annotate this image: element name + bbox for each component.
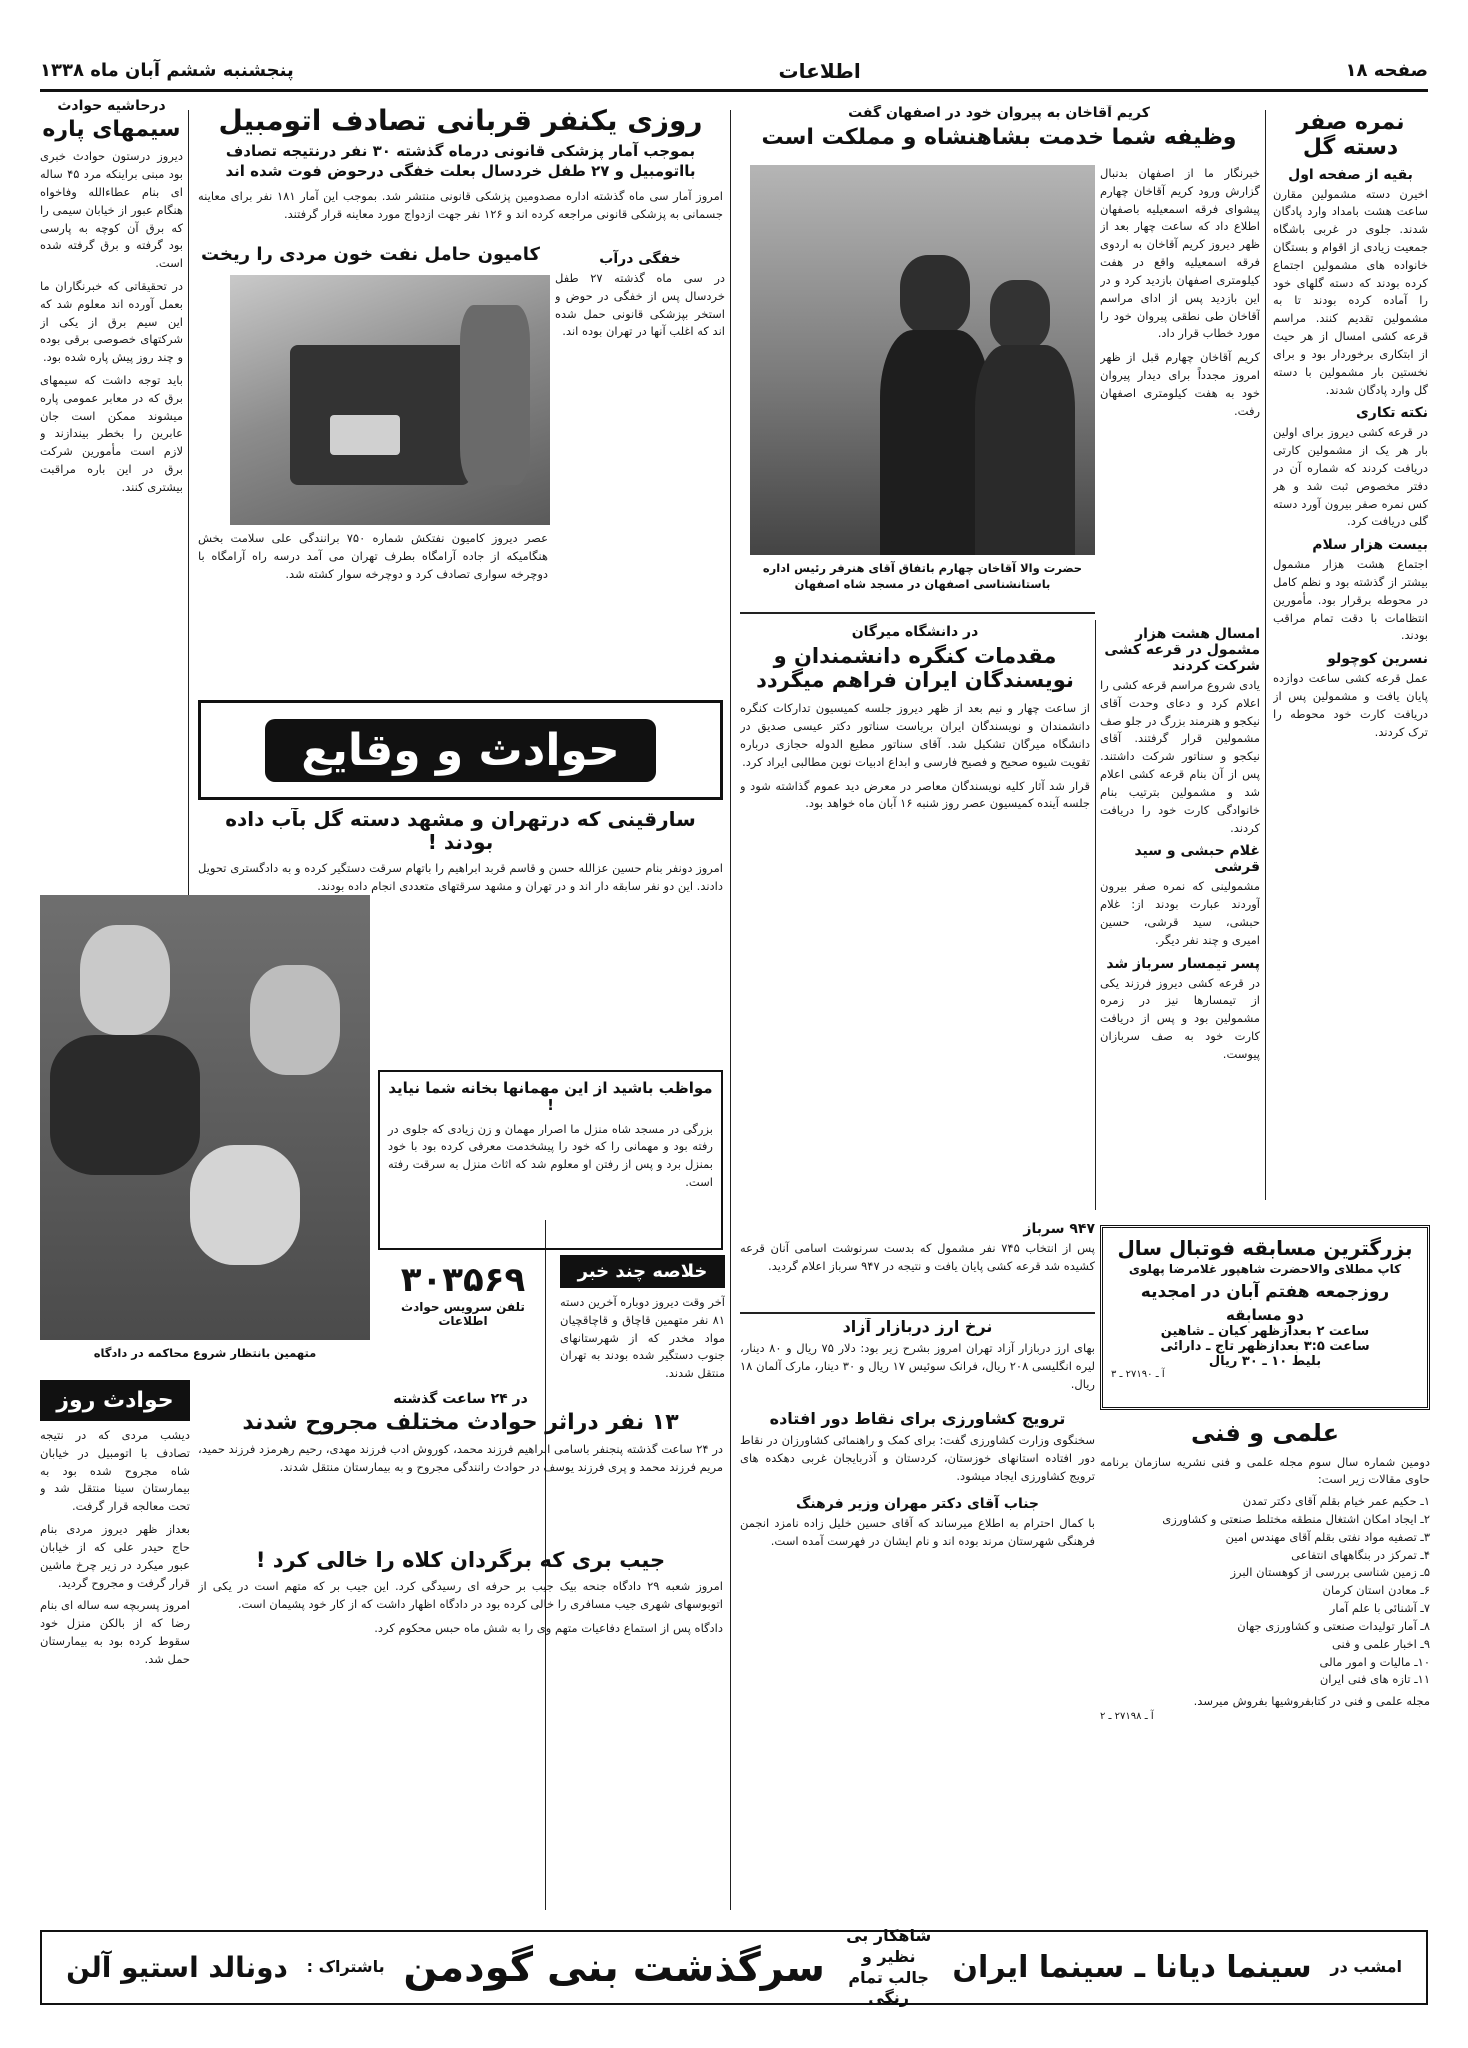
- article-body: کریم آقاخان چهارم قبل از ظهر امروز مجدداً برای دیدار پیروان خود به هفت کیلومتری اصفهان رفت.: [1100, 350, 1260, 418]
- ad-price: بلیط ۱۰ ـ ۳۰ ریال: [1208, 1354, 1322, 1369]
- article-body: در قرعه کشی دیروز برای اولین بار هر یک از مشمولین کارتی دریافت کردند که شماره آن در دفتر مخصوص ثبت شد و هر کس نمره صفر بیرون آورد دسته گلی دریافت کرد.: [1273, 425, 1428, 529]
- photo-headline: کامیون حامل نفت خون مردی را ریخت: [200, 244, 541, 265]
- list-item: ۲ـ ایجاد امکان اشتغال منطقه مختلط صنعتی و کشاورزی: [1162, 1512, 1430, 1527]
- headline: ۹۴۷ سرباز: [1023, 1221, 1095, 1237]
- headline: خلاصه چند خبر: [560, 1255, 725, 1288]
- list-item: ۷ـ آشنائی با علم آمار: [1329, 1601, 1430, 1616]
- ad-date: روزجمعه هفتم آبان در امجدیه: [1140, 1282, 1390, 1302]
- article-body: در سی ماه گذشته ۲۷ طفل خردسال پس از خفگی در حوض و استخر بپزشکی قانونی حمل شده اند که اغلب آنها در تهران بوده اند.: [555, 271, 725, 339]
- page-header: [40, 52, 1428, 92]
- article-body: بهای ارز دربازار آزاد تهران امروز بشرح زیر بود: دلار ۷۵ ریال و ۸۰ دینار، لیره انگلیسی ۲۰۸ ریال، فرانک سوئیس ۱۷ ریال و ۳۰ دینار، مارک آلمان ۱۸ ریال.: [740, 1341, 1095, 1392]
- article-body: امروز آمار سی ماه گذشته اداره مصدومین پزشکی قانونی منتشر شد. بموجب این آمار ۱۸۱ نفر برای معاینه جسمانی به پزشکی قانونی مراجعه کرده اند و ۱۲۶ نفر جهت ازدواج مورد معاینه قرار گرفتند.: [198, 188, 723, 221]
- contents-list: [1100, 1493, 1430, 1689]
- farm-article: [740, 1410, 1095, 1910]
- article-body: پس از انتخاب ۷۴۵ نفر مشمول که بدست سرنوشت اسامی آنان قرعه کشیده شد قرعه کشی پایان یافت و نتیجه در ۹۴۷ سرباز اعلام گردید.: [740, 1241, 1095, 1273]
- article-body: اجتماع هشت هزار مشمول بیشتر از گذشته بود و نظم کامل در محوطه برقرار بود. مأمورین انتظامات با دقت تمام مراقب بودند.: [1273, 557, 1428, 643]
- headline: سیمهای پاره: [42, 117, 181, 142]
- exchange-rates: [740, 1318, 1095, 1403]
- banner-title: حوادث و وقایع: [265, 719, 655, 782]
- subheading: بیست هزار سلام: [1312, 537, 1428, 554]
- article-body: بزرگی در مسجد شاه منزل ما اصرار مهمان و زن زیادی که جلوی در رفته بود و مهمانی را که خود را پیشخدمت معرفی کرده بود با خود بمنزل برد و پس از رفتن او معلوم شد که اثاث منزل به سرقت رفته است.: [388, 1121, 713, 1189]
- article-body: امروز شعبه ۲۹ دادگاه جنحه بیک جیب بر حرفه ای رسیدگی کرد. این جیب بر که متهم است در یکی از اتوبوسهای شهری جیب مسافری را خالی کرده بود در دادگاه اظهار داشت که از کار خود پشیمان است.: [198, 1579, 723, 1611]
- article-body: دیشب مردی که در نتیجه تصادف با اتومبیل در خیابان شاه مجروح شده بود به بیمارستان سینا منتقل شد و تحت معالجه قرار گرفت.: [40, 1428, 190, 1514]
- ad-match: ساعت ۳:۵ بعدازظهر تاج ـ دارائی: [1160, 1339, 1370, 1354]
- list-item: ۳ـ تصفیه مواد نفتی بقلم آقای مهندس امین: [1225, 1529, 1430, 1544]
- kicker: در ۲۴ ساعت گذشته: [393, 1391, 528, 1407]
- paper-name: اطلاعات: [778, 58, 861, 83]
- defendants-photo: [40, 895, 370, 1340]
- column-rule: [730, 110, 731, 1910]
- list-item: ۹ـ اخبار علمی و فنی: [1331, 1636, 1430, 1651]
- headline: نرخ ارز دربازار آزاد: [842, 1318, 993, 1336]
- cast-names: دونالد استیو آلن: [66, 1951, 288, 1984]
- aga-khan-header: [740, 105, 1258, 165]
- ad-cup: کاپ مطلای والاحضرت شاهپور غلامرضا پهلوی: [1128, 1262, 1402, 1276]
- injured-article: [198, 1385, 723, 1540]
- subheadline: بموجب آمار پزشکی قانونی درماه گذشته ۳۰ نفر درنتیجه تصادف بااتومبیل و ۲۷ طفل خردسال بعلت خفگی درحوض فوت شده اند: [225, 142, 696, 181]
- article-body: یادی شروع مراسم قرعه کشی را اعلام کرد و دعای وحدت آقای نیکجو و هنرمند بزرگ در جلو صف مشمولین قرار گرفتند. آقای نیکجو و سناتور شرکت داشتند. پس از آن بنام قرعه کشی اعلام شد و مشمولین بترتیب بنام خانوادگی کارت خود را دریافت کردند.: [1100, 678, 1260, 835]
- congress-article: [740, 618, 1090, 1208]
- phone-label: تلفن سرویس حوادث اطلاعات: [401, 1300, 525, 1328]
- subheading: جناب آقای دکتر مهران وزیر فرهنگ: [795, 1495, 1040, 1512]
- article-body: امروز دونفر بنام حسین عزالله حسن و قاسم قربد ابراهیم را باتهام سرقت دستگیر کرده و به دادگستری تحویل دادند. این دو نفر سابقه دار اند و در تهران و مشهد سرقتهای متعددی انجام داده بودند.: [198, 861, 723, 893]
- article-body: در قرعه کشی دیروز فرزند یکی از تیمسارها نیز در زمره مشمولین بود و پس از دریافت کارت خود به صف سربازان پیوست.: [1100, 975, 1260, 1061]
- cinema-ad: [40, 1925, 1428, 2008]
- page-number: صفحه ۱۸: [1345, 60, 1428, 81]
- subheading: پسر تیمسار سرباز شد: [1106, 955, 1260, 972]
- film-title: سرگذشت بنی گودمن: [403, 1944, 825, 1991]
- issue-date: پنجشنبه ششم آبان ماه ۱۳۳۸: [40, 60, 294, 81]
- kicker: در دانشگاه میرگان: [851, 624, 979, 640]
- ad-code: آ ـ ۲۷۱۹۰ ـ ۳: [1111, 1369, 1165, 1380]
- headline: روزی یکنفر قربانی تصادف اتومبیل: [218, 105, 703, 137]
- section-rule: [740, 612, 1095, 614]
- list-item: ۱۱ـ تازه های فنی ایران: [1319, 1672, 1430, 1687]
- subheading: غلام حبشی و سید قرشی: [1134, 843, 1260, 876]
- article-body: باید توجه داشت که سیمهای برق که در معابر عمومی پاره میشوند ممکن است جان عابرین را بخطر بیندازند و لازم است مأمورین شرکت برق در این باره مراقبت بیشتری کنند.: [40, 373, 183, 494]
- article-body: از ساعت چهار و نیم بعد از ظهر دیروز جلسه کمیسیون تدارکات کنگره دانشمندان و نویسندگان ایران بریاست سناتور دکتر عیسی صدیق در دانشگاه میرگان تشکیل شد. آقای سناتور مطیع الدوله حجازی درباره تقویت شیوه صحیح و فصیح فارسی و ابداع ادبیات نوین مطالبی ایراد کرد.: [740, 701, 1090, 769]
- list-item: ۶ـ معادن استان کرمان: [1322, 1583, 1430, 1598]
- headline: ۱۳ نفر دراثر حوادث مختلف مجروح شدند: [242, 1410, 679, 1435]
- daily-accidents: [40, 1380, 190, 1920]
- headline: علمی و فنی: [1191, 1420, 1339, 1447]
- headline: جیب بری که برگردان کلاه را خالی کرد !: [255, 1548, 666, 1572]
- ad-match: ساعت ۲ بعدازظهر کیان ـ شاهین: [1160, 1324, 1370, 1339]
- list-item: ۱۰ـ مالیات و امور مالی: [1319, 1654, 1430, 1669]
- phone-box: [378, 1260, 548, 1340]
- photo-caption: حضرت والا آقاخان چهارم باتفاق آقای هنرفر رئیس اداره باستانشناسی اصفهان در مسجد شاه اصفهان: [762, 561, 1083, 592]
- phone-number: ۳۰۳۵۶۹: [400, 1260, 526, 1300]
- article-body: امروز پسربچه سه ساله ای بنام رضا که از بالکن منزل خود سقوط کرده بود به بیمارستان حمل شد.: [40, 1598, 190, 1666]
- article-body: مشمولینی که نمره صفر بیرون آوردند عبارت بودند از: غلام حبشی، سید قرشی، حسین امیری و چند نفر دیگر.: [1100, 879, 1260, 947]
- cast-label: باشتراک :: [306, 1957, 385, 1977]
- article-body: دومین شماره سال سوم مجله علمی و فنی نشریه سازمان برنامه حاوی مقالات زیر است:: [1100, 1454, 1430, 1487]
- photo-caption: متهمین بانتظار شروع محاکمه در دادگاه: [93, 1346, 317, 1360]
- subheading: نسرین کوچولو: [1327, 651, 1428, 668]
- headline: ترویج کشاورزی برای نقاط دور افتاده: [769, 1410, 1066, 1428]
- cinema-prefix: امشب در: [1330, 1957, 1402, 1977]
- science-article: [1100, 1420, 1430, 1920]
- article-body: مجله علمی و فنی در کتابفروشیها بفروش میرسد.: [1193, 1694, 1430, 1709]
- headline: مقدمات کنگره دانشمندان و نویسندگان ایران فراهم میگردد: [756, 644, 1074, 693]
- aga-khan-body: [1100, 165, 1260, 610]
- headline: مواظب باشید از این مهمانها بخانه شما نیاید !: [388, 1079, 713, 1115]
- cinema-tagline: شاهکار بی نظیر و جالب تمام رنگی: [846, 1925, 932, 2008]
- kicker: کریم آقاخان به پیروان خود در اصفهان گفت: [848, 105, 1150, 121]
- article-body: بعداز ظهر دیروز مردی بنام حاج حیدر علی که از خیابان عبور میکرد در زیر چرخ ماشین قرار گرفت و مجروح گردید.: [40, 1522, 190, 1590]
- article-body: دادگاه پس از استماع دفاعیات متهم وی را به شش ماه حبس محکوم کرد.: [374, 1620, 723, 1635]
- list-item: ۵ـ زمین شناسی بررسی از کوهستان البرز: [1230, 1565, 1430, 1580]
- aga-khan-photo: [750, 165, 1095, 555]
- article-body: سخنگوی وزارت کشاورزی گفت: برای کمک و راهنمائی کشاورزان در نقاط دور افتاده استانهای خوزستان، کردستان و آذربایجان غربی دهکده های ترویج کشاورزی ایجاد میشود.: [740, 1433, 1095, 1484]
- article-body: قرار شد آثار کلیه نویسندگان معاصر در معرض دید عموم گذاشته شود و جلسه آینده کمیسیون عصر روز شنبه ۱۶ آبان ماه خواهد بود.: [740, 778, 1090, 811]
- headline: حوادث روز: [40, 1380, 190, 1421]
- section-rule: [740, 1312, 1095, 1314]
- article-body: خبرنگار ما از اصفهان بدنبال گزارش ورود کریم آقاخان چهارم پیشوای فرقه اسمعیلیه باصفهان اطلاع داد که ساعت چهار بعد از ظهر دیروز کریم آقاخان به اردوی فرقه اسمعیلیه واقع در هفت کیلومتری اصفهان بازدید کرد و در این بازدید پس از ادای مراسم آقاخان طی نطقی پیروان خود را مورد خطاب قرار داد.: [1100, 166, 1260, 341]
- column-rule: [1095, 620, 1096, 1210]
- article-body: در تحقیقاتی که خبرنگاران ما بعمل آورده اند معلوم شد که این سیم برق از یکی از شرکتهای خصوصی برقی بوده و چند روز پیش پاره شده بود.: [40, 278, 183, 365]
- lottery-article: [1100, 620, 1260, 1210]
- subheading: خفگی درآب: [599, 251, 681, 267]
- ad-count: دو مسابقه: [1226, 1306, 1304, 1324]
- football-ad: [1100, 1225, 1430, 1410]
- truck-accident-photo: [230, 275, 550, 525]
- continued-label: بقیه از صفحه اول: [1288, 166, 1413, 183]
- article-right-column: [1273, 110, 1428, 1200]
- headline: سارقینی که درتهران و مشهد دسته گل بآب داده بودند !: [225, 808, 696, 854]
- subheading: نکته تکاری: [1355, 405, 1428, 422]
- drowning-article: [555, 245, 725, 690]
- photo-caption: عصر دیروز کامیون نفتکش شماره ۷۵۰ برانندگی علی سلامت بخش هنگامیکه از جاده آرامگاه بطرف تهران می آمد درسه راه آرامگاه با دوچرخه سواری تصادف کرد و دوچرخه سوار کشته شد.: [198, 531, 548, 581]
- article-body: اخیرن دسته مشمولین مقارن ساعت هشت بامداد وارد پادگان شدند. جلوی در غربی باشگاه جمعیت زیادی از اقوام و بستگان خانواده های مشمولین اجتماع کرده بودند که دسته گلهای خود را آماده کرده بودند تا به مشمولین تقدیم کنند. مراسم قرعه کشی امسال از هر حیث از ابتکاری برخوردار بود و برای نخستین بار مشمولین با دسته گل وارد پادگان شدند.: [1273, 186, 1428, 397]
- column-rule: [1265, 110, 1266, 1200]
- ad-title: بزرگترین مسابقه فوتبال سال: [1117, 1236, 1413, 1260]
- article-body: دیروز درستون حوادث خبری بود مبنی براینکه مرد ۴۵ ساله ای بنام عطاءالله وفاخواه هنگام عبور از خیابان سیمی را که برق آن کوچه به پارسی بود گرفته و برق گرفته شده است.: [40, 149, 183, 271]
- cinema-title: سینما دیانا ـ سینما ایران: [952, 1950, 1312, 1985]
- article-body: با کمال احترام به اطلاع میرساند که آقای حسین خلیل زاده نامزد انجمن فرهنگی شهرستان مرند بوده اند و نام ایشان در فهرست آمده است.: [740, 1515, 1095, 1548]
- events-banner: [198, 700, 723, 800]
- list-item: ۸ـ آمار تولیدات صنعتی و کشاورزی جهان: [1237, 1618, 1430, 1633]
- car-accident-header: [198, 105, 723, 245]
- list-item: ۴ـ تمرکز در بنگاههای انتفاعی: [1291, 1547, 1430, 1562]
- column-head: درحاشیه حوادث: [57, 98, 166, 114]
- list-item: ۱ـ حکیم عمر خیام بقلم آقای دکتر تمدن: [1242, 1494, 1430, 1509]
- soldiers-article: [740, 1215, 1095, 1310]
- headline: وظیفه شما خدمت بشاهنشاه و مملکت است: [761, 125, 1237, 151]
- article-body: در ۲۴ ساعت گذشته پنجنفر باسامی ابراهیم فرزند محمد، کوروش ادب فرزند مهدی، رحیم رهرمزد فرزند حمید، مریم فرزند محمد و پری فرزند یوسف در حوادث رانندگی مجروح و به بیمارستان منتقل شدند.: [198, 1442, 723, 1475]
- guest-warning-article: [378, 1070, 723, 1250]
- article-body: عمل قرعه کشی ساعت دوازده پایان یافت و مشمولین پس از دریافت کارت خود محوطه را ترک کردند.: [1273, 671, 1428, 739]
- headline: نمره صفر دسته گل: [1296, 110, 1405, 161]
- pickpocket-article: [198, 1548, 723, 1918]
- headline: امسال هشت هزار مشمول در قرعه کشی شرکت کردند: [1104, 626, 1260, 674]
- article-body: آخر وقت دیروز دوباره آخرین دسته ۸۱ نفر متهمین قاچاق و قاچاقچیان مواد مخدر که از شهرستانهای جنوب دستگیر شده بودند به تهران منتقل شدند.: [560, 1295, 725, 1381]
- ad-code: آ ـ ۲۷۱۹۸ ـ ۲: [1100, 1710, 1154, 1722]
